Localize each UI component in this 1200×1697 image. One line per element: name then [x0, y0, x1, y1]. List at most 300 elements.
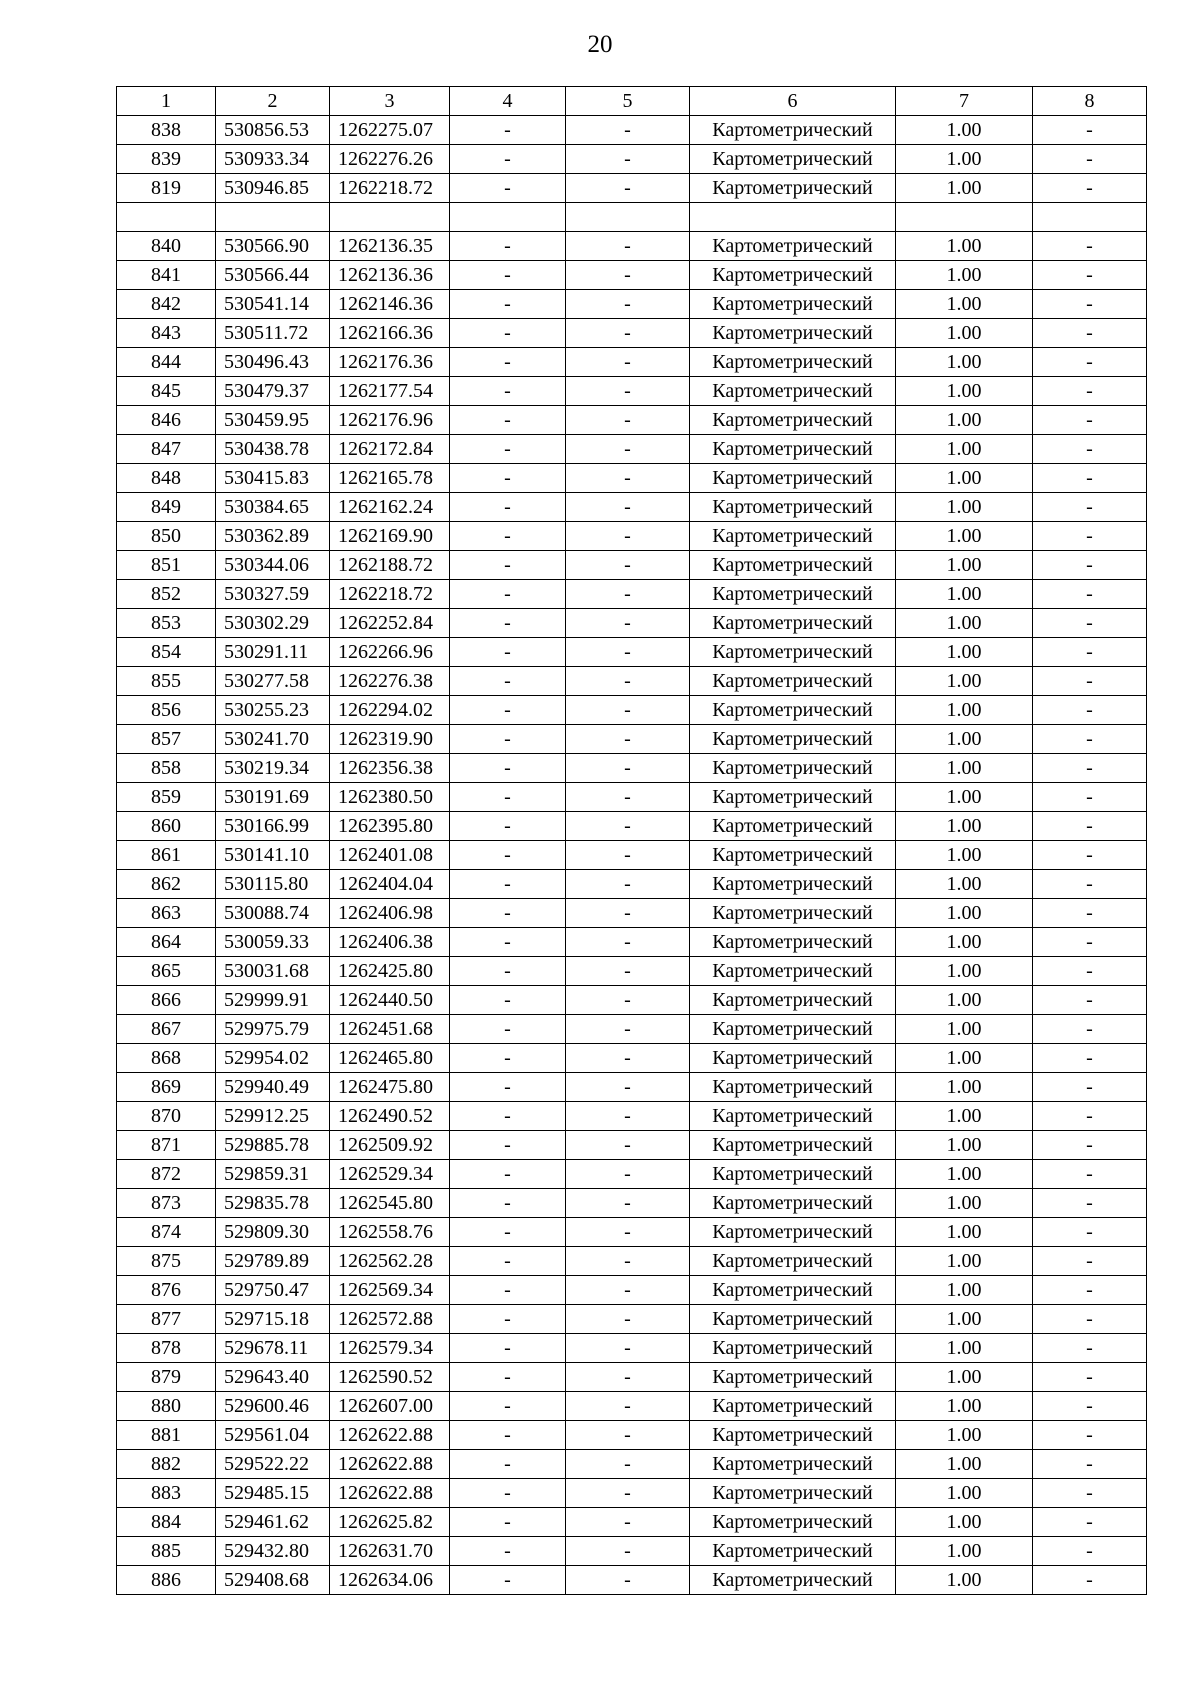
- col4-cell: -: [450, 1421, 566, 1450]
- accuracy-cell: 1.00: [896, 232, 1033, 261]
- accuracy-cell: 1.00: [896, 1015, 1033, 1044]
- accuracy-cell: 1.00: [896, 1363, 1033, 1392]
- point-number-cell: 870: [117, 1102, 216, 1131]
- col5-cell: -: [566, 319, 690, 348]
- point-number-cell: 845: [117, 377, 216, 406]
- col8-cell: -: [1033, 1450, 1147, 1479]
- table-row: [117, 696, 1147, 725]
- column-header-3: 3: [330, 87, 450, 116]
- method-cell: Картометрический: [690, 1421, 896, 1450]
- point-number-cell: 880: [117, 1392, 216, 1421]
- col4-cell: -: [450, 406, 566, 435]
- col5-cell: -: [566, 1276, 690, 1305]
- accuracy-cell: 1.00: [896, 1102, 1033, 1131]
- x-coordinate-cell: 529485.15: [216, 1479, 330, 1508]
- col8-cell: -: [1033, 1305, 1147, 1334]
- method-cell: Картометрический: [690, 435, 896, 464]
- accuracy-cell: 1.00: [896, 319, 1033, 348]
- col5-cell: -: [566, 725, 690, 754]
- point-number-cell: 884: [117, 1508, 216, 1537]
- y-coordinate-cell: 1262451.68: [330, 1015, 450, 1044]
- col4-cell: -: [450, 174, 566, 203]
- y-coordinate-cell: 1262590.52: [330, 1363, 450, 1392]
- col4-cell: [450, 203, 566, 232]
- method-cell: Картометрический: [690, 638, 896, 667]
- col4-cell: -: [450, 290, 566, 319]
- col8-cell: -: [1033, 696, 1147, 725]
- x-coordinate-cell: 529715.18: [216, 1305, 330, 1334]
- col8-cell: -: [1033, 783, 1147, 812]
- y-coordinate-cell: 1262622.88: [330, 1421, 450, 1450]
- x-coordinate-cell: 529408.68: [216, 1566, 330, 1595]
- accuracy-cell: 1.00: [896, 377, 1033, 406]
- table-row: [117, 1160, 1147, 1189]
- x-coordinate-cell: 529835.78: [216, 1189, 330, 1218]
- table-row: [117, 986, 1147, 1015]
- col8-cell: -: [1033, 1566, 1147, 1595]
- table-row: [117, 928, 1147, 957]
- accuracy-cell: 1.00: [896, 1247, 1033, 1276]
- point-number-cell: 844: [117, 348, 216, 377]
- method-cell: Картометрический: [690, 754, 896, 783]
- accuracy-cell: 1.00: [896, 986, 1033, 1015]
- accuracy-cell: 1.00: [896, 145, 1033, 174]
- point-number-cell: 819: [117, 174, 216, 203]
- col5-cell: -: [566, 261, 690, 290]
- point-number-cell: 875: [117, 1247, 216, 1276]
- y-coordinate-cell: 1262176.96: [330, 406, 450, 435]
- x-coordinate-cell: 530933.34: [216, 145, 330, 174]
- method-cell: Картометрический: [690, 1218, 896, 1247]
- col8-cell: -: [1033, 551, 1147, 580]
- col8-cell: -: [1033, 870, 1147, 899]
- x-coordinate-cell: 529600.46: [216, 1392, 330, 1421]
- point-number-cell: 886: [117, 1566, 216, 1595]
- table-row: [117, 1363, 1147, 1392]
- accuracy-cell: 1.00: [896, 261, 1033, 290]
- col5-cell: -: [566, 580, 690, 609]
- col5-cell: -: [566, 783, 690, 812]
- point-number-cell: 867: [117, 1015, 216, 1044]
- y-coordinate-cell: 1262490.52: [330, 1102, 450, 1131]
- table-row: [117, 1015, 1147, 1044]
- y-coordinate-cell: 1262177.54: [330, 377, 450, 406]
- table-row: [117, 1131, 1147, 1160]
- col4-cell: -: [450, 551, 566, 580]
- col4-cell: -: [450, 638, 566, 667]
- y-coordinate-cell: 1262380.50: [330, 783, 450, 812]
- col4-cell: -: [450, 348, 566, 377]
- accuracy-cell: 1.00: [896, 696, 1033, 725]
- col8-cell: -: [1033, 1392, 1147, 1421]
- x-coordinate-cell: 530059.33: [216, 928, 330, 957]
- x-coordinate-cell: 530362.89: [216, 522, 330, 551]
- table-row: [117, 319, 1147, 348]
- table-row: [117, 1073, 1147, 1102]
- col5-cell: -: [566, 145, 690, 174]
- col8-cell: -: [1033, 435, 1147, 464]
- col4-cell: -: [450, 1131, 566, 1160]
- y-coordinate-cell: 1262572.88: [330, 1305, 450, 1334]
- x-coordinate-cell: 530479.37: [216, 377, 330, 406]
- col5-cell: -: [566, 1537, 690, 1566]
- x-coordinate-cell: 530438.78: [216, 435, 330, 464]
- x-coordinate-cell: 530255.23: [216, 696, 330, 725]
- col4-cell: -: [450, 1247, 566, 1276]
- y-coordinate-cell: 1262558.76: [330, 1218, 450, 1247]
- point-number-cell: 859: [117, 783, 216, 812]
- col8-cell: -: [1033, 957, 1147, 986]
- col8-cell: -: [1033, 928, 1147, 957]
- col4-cell: -: [450, 1508, 566, 1537]
- col5-cell: -: [566, 1392, 690, 1421]
- col4-cell: -: [450, 261, 566, 290]
- accuracy-cell: 1.00: [896, 1508, 1033, 1537]
- method-cell: Картометрический: [690, 1508, 896, 1537]
- accuracy-cell: 1.00: [896, 348, 1033, 377]
- method-cell: Картометрический: [690, 145, 896, 174]
- method-cell: Картометрический: [690, 899, 896, 928]
- page-number: 20: [587, 31, 613, 58]
- table-body: [117, 116, 1147, 1595]
- col5-cell: -: [566, 116, 690, 145]
- y-coordinate-cell: 1262401.08: [330, 841, 450, 870]
- table-row: [117, 754, 1147, 783]
- column-header-8: 8: [1033, 87, 1147, 116]
- column-header-2: 2: [216, 87, 330, 116]
- col4-cell: -: [450, 725, 566, 754]
- method-cell: Картометрический: [690, 116, 896, 145]
- col5-cell: [566, 203, 690, 232]
- table-row: [117, 232, 1147, 261]
- y-coordinate-cell: 1262569.34: [330, 1276, 450, 1305]
- y-coordinate-cell: 1262631.70: [330, 1537, 450, 1566]
- col4-cell: -: [450, 1218, 566, 1247]
- point-number-cell: 865: [117, 957, 216, 986]
- col4-cell: -: [450, 1044, 566, 1073]
- table-header: [117, 87, 1147, 116]
- table-row: [117, 1102, 1147, 1131]
- x-coordinate-cell: 529561.04: [216, 1421, 330, 1450]
- point-number-cell: [117, 203, 216, 232]
- accuracy-cell: 1.00: [896, 609, 1033, 638]
- y-coordinate-cell: 1262625.82: [330, 1508, 450, 1537]
- col8-cell: -: [1033, 493, 1147, 522]
- table-row: [117, 522, 1147, 551]
- x-coordinate-cell: 529954.02: [216, 1044, 330, 1073]
- method-cell: Картометрический: [690, 667, 896, 696]
- method-cell: Картометрический: [690, 783, 896, 812]
- y-coordinate-cell: 1262169.90: [330, 522, 450, 551]
- point-number-cell: 878: [117, 1334, 216, 1363]
- x-coordinate-cell: 529912.25: [216, 1102, 330, 1131]
- y-coordinate-cell: 1262579.34: [330, 1334, 450, 1363]
- col4-cell: -: [450, 1479, 566, 1508]
- x-coordinate-cell: 530344.06: [216, 551, 330, 580]
- table-row: [117, 406, 1147, 435]
- x-coordinate-cell: 530415.83: [216, 464, 330, 493]
- y-coordinate-cell: 1262136.35: [330, 232, 450, 261]
- col5-cell: -: [566, 493, 690, 522]
- col5-cell: -: [566, 1508, 690, 1537]
- y-coordinate-cell: 1262465.80: [330, 1044, 450, 1073]
- col5-cell: -: [566, 1218, 690, 1247]
- method-cell: Картометрический: [690, 1537, 896, 1566]
- col8-cell: -: [1033, 261, 1147, 290]
- table-row: [117, 1450, 1147, 1479]
- method-cell: Картометрический: [690, 957, 896, 986]
- x-coordinate-cell: 529859.31: [216, 1160, 330, 1189]
- accuracy-cell: 1.00: [896, 899, 1033, 928]
- col8-cell: -: [1033, 232, 1147, 261]
- x-coordinate-cell: 530031.68: [216, 957, 330, 986]
- col4-cell: -: [450, 928, 566, 957]
- col8-cell: -: [1033, 609, 1147, 638]
- col8-cell: -: [1033, 725, 1147, 754]
- col5-cell: -: [566, 522, 690, 551]
- point-number-cell: 857: [117, 725, 216, 754]
- point-number-cell: 856: [117, 696, 216, 725]
- table-row: [117, 638, 1147, 667]
- point-number-cell: 868: [117, 1044, 216, 1073]
- point-number-cell: 860: [117, 812, 216, 841]
- method-cell: Картометрический: [690, 1044, 896, 1073]
- method-cell: Картометрический: [690, 1073, 896, 1102]
- accuracy-cell: 1.00: [896, 725, 1033, 754]
- column-header-5: 5: [566, 87, 690, 116]
- method-cell: Картометрический: [690, 290, 896, 319]
- method-cell: Картометрический: [690, 609, 896, 638]
- col5-cell: -: [566, 1450, 690, 1479]
- y-coordinate-cell: 1262395.80: [330, 812, 450, 841]
- col5-cell: -: [566, 928, 690, 957]
- point-number-cell: 874: [117, 1218, 216, 1247]
- col8-cell: -: [1033, 522, 1147, 551]
- column-header-4: 4: [450, 87, 566, 116]
- table-row: [117, 1421, 1147, 1450]
- y-coordinate-cell: 1262294.02: [330, 696, 450, 725]
- accuracy-cell: 1.00: [896, 1392, 1033, 1421]
- point-number-cell: 838: [117, 116, 216, 145]
- y-coordinate-cell: 1262146.36: [330, 290, 450, 319]
- table-row: [117, 1276, 1147, 1305]
- point-number-cell: 855: [117, 667, 216, 696]
- col8-cell: -: [1033, 377, 1147, 406]
- x-coordinate-cell: 530384.65: [216, 493, 330, 522]
- column-header-1: 1: [117, 87, 216, 116]
- col5-cell: -: [566, 290, 690, 319]
- table-row: [117, 841, 1147, 870]
- y-coordinate-cell: 1262162.24: [330, 493, 450, 522]
- x-coordinate-cell: 529750.47: [216, 1276, 330, 1305]
- table-row: [117, 1305, 1147, 1334]
- col5-cell: -: [566, 1189, 690, 1218]
- accuracy-cell: 1.00: [896, 290, 1033, 319]
- y-coordinate-cell: 1262275.07: [330, 116, 450, 145]
- table-row: [117, 957, 1147, 986]
- accuracy-cell: [896, 203, 1033, 232]
- col8-cell: -: [1033, 1015, 1147, 1044]
- y-coordinate-cell: 1262176.36: [330, 348, 450, 377]
- point-number-cell: 847: [117, 435, 216, 464]
- table-row: [117, 899, 1147, 928]
- col4-cell: -: [450, 522, 566, 551]
- point-number-cell: 866: [117, 986, 216, 1015]
- table-row: [117, 667, 1147, 696]
- point-number-cell: 873: [117, 1189, 216, 1218]
- y-coordinate-cell: 1262425.80: [330, 957, 450, 986]
- col4-cell: -: [450, 1160, 566, 1189]
- col5-cell: -: [566, 1102, 690, 1131]
- x-coordinate-cell: 529643.40: [216, 1363, 330, 1392]
- x-coordinate-cell: 530459.95: [216, 406, 330, 435]
- table-row: [117, 783, 1147, 812]
- col4-cell: -: [450, 609, 566, 638]
- col8-cell: -: [1033, 899, 1147, 928]
- coordinates-table: [116, 86, 1147, 1595]
- x-coordinate-cell: 529522.22: [216, 1450, 330, 1479]
- y-coordinate-cell: 1262475.80: [330, 1073, 450, 1102]
- point-number-cell: 862: [117, 870, 216, 899]
- table-row: [117, 1392, 1147, 1421]
- y-coordinate-cell: 1262622.88: [330, 1479, 450, 1508]
- method-cell: Картометрический: [690, 580, 896, 609]
- y-coordinate-cell: 1262218.72: [330, 580, 450, 609]
- col4-cell: -: [450, 1189, 566, 1218]
- x-coordinate-cell: 530219.34: [216, 754, 330, 783]
- col8-cell: -: [1033, 1073, 1147, 1102]
- method-cell: Картометрический: [690, 841, 896, 870]
- col8-cell: -: [1033, 1189, 1147, 1218]
- col5-cell: -: [566, 1073, 690, 1102]
- accuracy-cell: 1.00: [896, 1566, 1033, 1595]
- col5-cell: -: [566, 1247, 690, 1276]
- method-cell: Картометрический: [690, 551, 896, 580]
- method-cell: [690, 203, 896, 232]
- point-number-cell: 842: [117, 290, 216, 319]
- col8-cell: -: [1033, 638, 1147, 667]
- table-row: [117, 464, 1147, 493]
- accuracy-cell: 1.00: [896, 493, 1033, 522]
- col4-cell: -: [450, 667, 566, 696]
- col8-cell: -: [1033, 1508, 1147, 1537]
- table-row: [117, 1218, 1147, 1247]
- col4-cell: -: [450, 1392, 566, 1421]
- point-number-cell: 863: [117, 899, 216, 928]
- point-number-cell: 879: [117, 1363, 216, 1392]
- col4-cell: -: [450, 377, 566, 406]
- col4-cell: -: [450, 899, 566, 928]
- col8-cell: -: [1033, 1044, 1147, 1073]
- col4-cell: -: [450, 870, 566, 899]
- point-number-cell: 882: [117, 1450, 216, 1479]
- header-row: [117, 87, 1147, 116]
- method-cell: Картометрический: [690, 986, 896, 1015]
- method-cell: Картометрический: [690, 1392, 896, 1421]
- col4-cell: -: [450, 812, 566, 841]
- table-row: [117, 1537, 1147, 1566]
- y-coordinate-cell: 1262607.00: [330, 1392, 450, 1421]
- col4-cell: -: [450, 1102, 566, 1131]
- col8-cell: [1033, 203, 1147, 232]
- y-coordinate-cell: 1262172.84: [330, 435, 450, 464]
- method-cell: Картометрический: [690, 493, 896, 522]
- y-coordinate-cell: 1262276.26: [330, 145, 450, 174]
- y-coordinate-cell: 1262545.80: [330, 1189, 450, 1218]
- col8-cell: -: [1033, 1276, 1147, 1305]
- col8-cell: -: [1033, 1131, 1147, 1160]
- x-coordinate-cell: 529999.91: [216, 986, 330, 1015]
- method-cell: Картометрический: [690, 1566, 896, 1595]
- y-coordinate-cell: 1262634.06: [330, 1566, 450, 1595]
- method-cell: Картометрический: [690, 1015, 896, 1044]
- method-cell: Картометрический: [690, 928, 896, 957]
- col8-cell: -: [1033, 986, 1147, 1015]
- method-cell: Картометрический: [690, 696, 896, 725]
- col5-cell: -: [566, 348, 690, 377]
- col5-cell: -: [566, 1160, 690, 1189]
- x-coordinate-cell: 529885.78: [216, 1131, 330, 1160]
- y-coordinate-cell: 1262622.88: [330, 1450, 450, 1479]
- y-coordinate-cell: 1262165.78: [330, 464, 450, 493]
- y-coordinate-cell: 1262356.38: [330, 754, 450, 783]
- y-coordinate-cell: 1262166.36: [330, 319, 450, 348]
- col4-cell: -: [450, 464, 566, 493]
- col4-cell: -: [450, 1537, 566, 1566]
- y-coordinate-cell: 1262406.38: [330, 928, 450, 957]
- point-number-cell: 843: [117, 319, 216, 348]
- col8-cell: -: [1033, 1334, 1147, 1363]
- accuracy-cell: 1.00: [896, 1073, 1033, 1102]
- method-cell: Картометрический: [690, 1334, 896, 1363]
- y-coordinate-cell: 1262188.72: [330, 551, 450, 580]
- x-coordinate-cell: 530191.69: [216, 783, 330, 812]
- x-coordinate-cell: 529789.89: [216, 1247, 330, 1276]
- accuracy-cell: 1.00: [896, 522, 1033, 551]
- col5-cell: -: [566, 1015, 690, 1044]
- point-number-cell: 861: [117, 841, 216, 870]
- col4-cell: -: [450, 1363, 566, 1392]
- col8-cell: -: [1033, 319, 1147, 348]
- col5-cell: -: [566, 377, 690, 406]
- method-cell: Картометрический: [690, 1247, 896, 1276]
- method-cell: Картометрический: [690, 406, 896, 435]
- y-coordinate-cell: 1262266.96: [330, 638, 450, 667]
- table-row: [117, 116, 1147, 145]
- method-cell: Картометрический: [690, 1276, 896, 1305]
- point-number-cell: 849: [117, 493, 216, 522]
- col4-cell: -: [450, 783, 566, 812]
- table-row: [117, 1479, 1147, 1508]
- col8-cell: -: [1033, 812, 1147, 841]
- table-row: [117, 203, 1147, 232]
- point-number-cell: 848: [117, 464, 216, 493]
- col5-cell: -: [566, 1305, 690, 1334]
- y-coordinate-cell: 1262404.04: [330, 870, 450, 899]
- x-coordinate-cell: 529432.80: [216, 1537, 330, 1566]
- col4-cell: -: [450, 1566, 566, 1595]
- accuracy-cell: 1.00: [896, 1131, 1033, 1160]
- y-coordinate-cell: 1262319.90: [330, 725, 450, 754]
- x-coordinate-cell: 529940.49: [216, 1073, 330, 1102]
- method-cell: Картометрический: [690, 522, 896, 551]
- col5-cell: -: [566, 986, 690, 1015]
- y-coordinate-cell: [330, 203, 450, 232]
- accuracy-cell: 1.00: [896, 174, 1033, 203]
- col4-cell: -: [450, 1276, 566, 1305]
- method-cell: Картометрический: [690, 1131, 896, 1160]
- col5-cell: -: [566, 551, 690, 580]
